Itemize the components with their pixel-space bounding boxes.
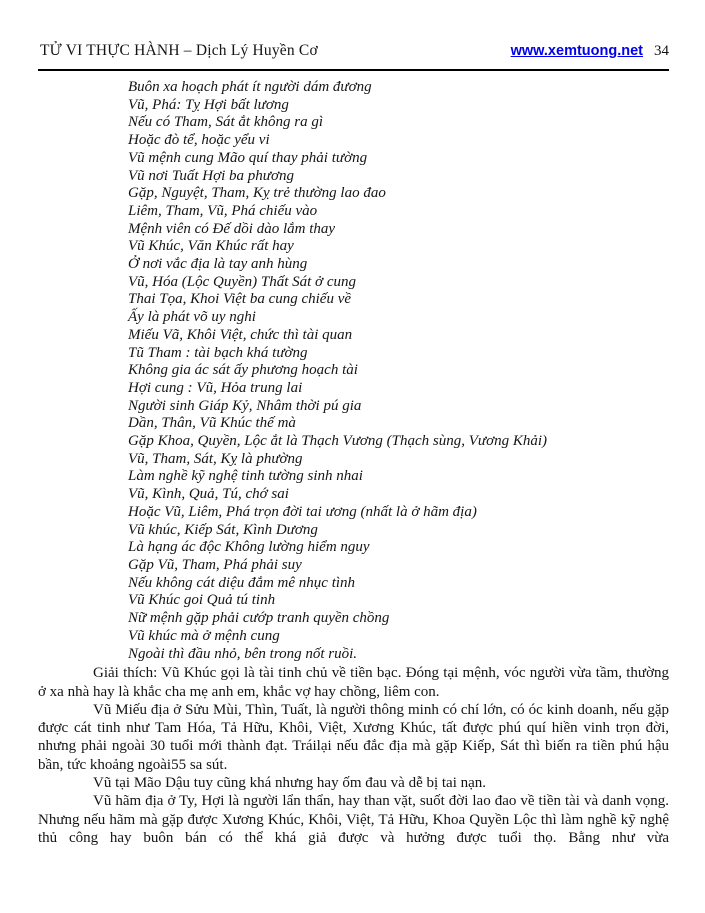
verse-line: Người sinh Giáp Kỷ, Nhâm thời pú gia [128, 397, 362, 414]
verse-line: Vũ nơi Tuất Hợi ba phương [128, 167, 294, 184]
verse-line: Vũ, Tham, Sát, Kỵ là phường [128, 450, 303, 467]
verse-line: Tũ Tham : tài bạch khá tường [128, 344, 308, 361]
verse-line: Vũ, Kình, Quả, Tú, chớ sai [128, 486, 289, 503]
verse-line: Miếu Vã, Khôi Việt, chức thì tài quan [128, 326, 353, 343]
verse-line: Gặp Khoa, Quyền, Lộc ắt là Thạch Vương (Thạch sùng, Vương Khải) [128, 433, 548, 450]
verse-line: Vũ Khúc goi Quả tú tinh [128, 592, 276, 609]
verse-line: Nếu có Tham, Sát ắt không ra gì [128, 114, 323, 131]
verse-line: Ngoài thì đầu nhỏ, bên trong nốt ruồi. [128, 645, 358, 662]
verse-line: Vũ mệnh cung Mão quí thay phải tường [128, 149, 368, 166]
verse-line: Buôn xa hoạch phát ít người dám đương [128, 79, 372, 95]
verse-line: Vũ khúc, Kiếp Sát, Kình Dương [128, 521, 318, 538]
page-number: 34 [654, 43, 669, 59]
verse-line: Không gia ác sát ấy phương hoạch tài [128, 362, 358, 379]
verse-line: Ở nơi vắc địa là tay anh hùng [128, 256, 308, 273]
explanation-block [38, 664, 669, 847]
verse-line: Nếu không cát diệu đắm mê nhục tình [128, 574, 356, 591]
verse-line: Ấy là phát võ uy nghi [128, 309, 256, 326]
verse-line: Dần, Thân, Vũ Khúc thế mà [128, 415, 296, 432]
verse-line: Nữ mệnh gặp phải cướp tranh quyền chồng [128, 610, 390, 627]
website-link[interactable]: www.xemtuong.net [510, 43, 643, 59]
paragraph: Giải thích: Vũ Khúc gọi là tài tinh chủ về tiền bạc. Đóng tại mệnh, vóc người vừa tầm, thường ở xa nhà hay là khắc cha mẹ anh em, khắc vợ hay chồng, liêm con. [38, 665, 669, 700]
verse-line: Gặp, Nguyệt, Tham, Kỵ trẻ thường lao đao [128, 185, 386, 202]
header-divider [38, 69, 669, 71]
paragraph: Vũ hãm địa ở Ty, Hợi là người lẩn thẩn, hay than vặt, suốt đời lao đao về tiền tài và danh vọng. Nhưng nếu hãm mà gặp được Xương Khúc, Khôi, Việt, Tả Hữu, Khoa Quyền Lộc thì làm nghề kỹ nghệ thủ công hay buôn bán có thể khá giả được và hưởng được tuổi thọ. Bằng như vừa [38, 793, 669, 846]
header-right [511, 43, 669, 60]
verse-line: Liêm, Tham, Vũ, Phá chiếu vào [128, 202, 318, 219]
verse-line: Làm nghề kỹ nghệ tinh tường sinh nhai [128, 468, 363, 485]
verse-line: Vũ khúc mà ở mệnh cung [128, 627, 280, 644]
book-title: TỬ VI THỰC HÀNH – Dịch Lý Huyền Cơ [40, 42, 318, 59]
verse-line: Vũ Khúc, Văn Khúc rất hay [128, 238, 294, 255]
verse-line: Hợi cung : Vũ, Hỏa trung lai [128, 379, 303, 396]
verse-line: Thai Tọa, Khoi Việt ba cung chiếu về [128, 291, 352, 308]
verse-line: Hoặc Vũ, Liêm, Phá trọn đời tai ương (nhất là ở hãm địa) [128, 503, 477, 520]
verse-line: Mệnh viên có Đế dồi dào lắm thay [128, 220, 336, 237]
verse-block [128, 79, 685, 663]
verse-line: Hoặc đò tể, hoặc yểu vi [128, 132, 270, 149]
paragraph: Vũ Miếu địa ở Sửu Mùi, Thìn, Tuất, là người thông minh có chí lớn, có óc kinh doanh, nếu gặp được cát tinh như Tam Hóa, Tả Hữu, Khôi, Việt, Xương Khúc, tất được phú quí hiền vinh trọn đời, nhưng phải ngoài 30 tuổi mới thành đạt. Tráilại nếu đắc địa mà gặp Kiếp, Sát thì biến ra tiền phú hậu bần, tức khoảng ngoài55 sa sút. [38, 701, 669, 773]
paragraph: Vũ tại Mão Dậu tuy cũng khá nhưng hay ốm đau và dễ bị tai nạn. [93, 774, 487, 791]
verse-line: Vũ, Hóa (Lộc Quyền) Thất Sát ở cung [128, 273, 356, 290]
page-header [0, 0, 705, 60]
verse-line: Gặp Vũ, Tham, Phá phải suy [128, 556, 302, 573]
verse-line: Vũ, Phá: Tỵ Hợi bất lương [128, 96, 289, 113]
verse-line: Là hạng ác độc Không lường hiểm nguy [128, 539, 370, 556]
